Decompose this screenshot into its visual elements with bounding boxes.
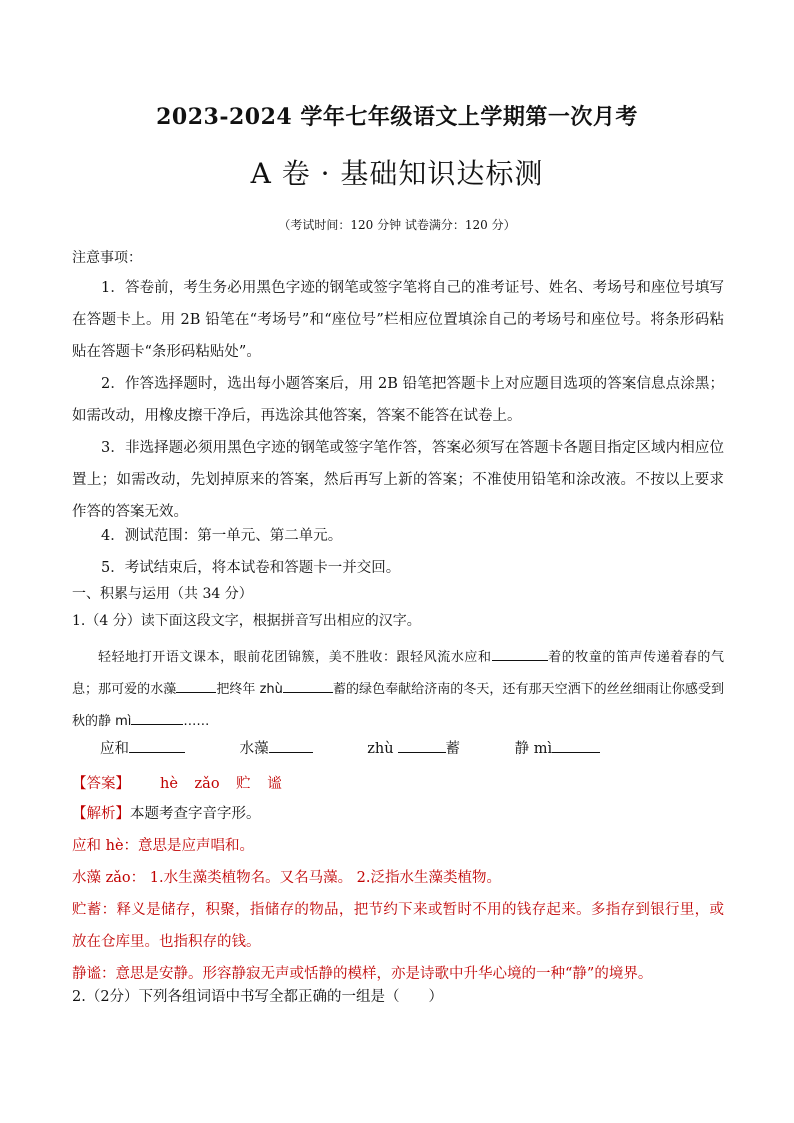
exam-subtitle: A 卷 · 基础知识达标测 [250, 157, 544, 190]
fill-item-4 [515, 737, 601, 758]
passage-part-1: 轻轻地打开语文课本，眼前花团锦簇，美不胜收：跟轻风流水应和 [98, 650, 492, 665]
fill-blank-4 [552, 738, 600, 753]
question-1-passage [72, 642, 724, 738]
exam-title: 2023-2024 学年七年级语文上学期第一次月考 [156, 104, 638, 130]
notice-item-5: 5．考试结束后，将本试卷和答题卡一并交回。 [101, 560, 401, 576]
note-1 [72, 830, 724, 862]
note-2-text: 1.水生藻类植物名。又名马藻。 2.泛指水生藻类植物。 [145, 870, 502, 886]
fill-item-3 [367, 737, 460, 758]
fill-label-2: 水藻 [239, 741, 269, 757]
blank-4 [131, 710, 183, 725]
question-2-stem: 2.（2分）下列各组词语中书写全都正确的一组是（ ） [72, 989, 444, 1005]
note-3 [72, 894, 724, 958]
note-4-term: 静谧： [72, 966, 116, 982]
blank-1 [492, 646, 548, 661]
blank-2 [176, 678, 216, 693]
fill-label-4: 蓄 [445, 741, 461, 757]
fill-blank-1 [129, 738, 185, 753]
fill-row [100, 737, 700, 758]
notice-item-1: 1．答卷前，考生务必用黑色字迹的钢笔或签字笔将自己的准考证号、姓名、考场号和座位号填写在答题卡上。用 2B 铅笔在“考场号”和“座位号”栏相应位置填涂自己的考场号和座位号。将条形码粘贴在答题卡“条形码粘贴处”。 [72, 280, 724, 360]
fill-blank-3 [398, 738, 446, 753]
note-2-term: 水藻 zǎo： [72, 870, 146, 886]
passage-part-5: …… [183, 714, 210, 729]
fill-item-2 [240, 737, 313, 758]
answer-values [160, 772, 282, 793]
note-3-text: 释义是储存，积聚，指储存的物品，把节约下来或暂时不用的钱存起来。多指存到银行里，或放在仓库里。也指积存的钱。 [72, 902, 725, 950]
notice-item-4: 4．测试范围：第一单元、第二单元。 [101, 528, 343, 544]
answer-1: hè [160, 776, 178, 792]
section-heading: 一、积累与运用（共 34 分） [72, 586, 253, 602]
fill-label-3: zhù [367, 741, 394, 757]
notice-item-2: 2．作答选择题时，选出每小题答案后，用 2B 铅笔把答题卡上对应题目选项的答案信息点涂黑；如需改动，用橡皮擦干净后，再选涂其他答案，答案不能答在试卷上。 [72, 376, 724, 424]
note-1-text: 意思是应声唱和。 [138, 838, 255, 854]
passage-part-3: 把终年 zhù [216, 682, 283, 697]
question-1-stem: 1.（4 分）读下面这段文字，根据拼音写出相应的汉字。 [72, 613, 421, 629]
explain-label: 【解析】 [72, 806, 130, 822]
passage-part-4: 蓄的绿色奉献给济南的冬天，还有那天空洒下的丝丝细雨让你感受到秋的静 mì [72, 682, 724, 729]
exam-info: （考试时间：120 分钟 试卷满分：120 分） [278, 218, 516, 232]
fill-blank-2 [269, 738, 313, 753]
note-3-term: 贮蓄： [72, 902, 117, 918]
note-2 [72, 862, 724, 894]
passage-part-2: 着的牧童的笛声传递着春的气息；那可爱的水藻 [72, 650, 724, 697]
answer-3: 贮 [236, 776, 251, 792]
answer-label: 【答案】 [72, 776, 130, 792]
fill-label-1: 应和 [100, 741, 129, 757]
explain-line [72, 798, 724, 830]
fill-label-5: 静 mì [514, 741, 553, 757]
answer-2: zǎo [194, 776, 220, 792]
notice-item-3: 3．非选择题必须用黑色字迹的钢笔或签字笔作答，答案必须写在答题卡各题目指定区域内相应位置上；如需改动，先划掉原来的答案，然后再写上新的答案；不准使用铅笔和涂改液。不按以上要求作答的答案无效。 [72, 440, 724, 520]
note-4-text: 意思是安静。形容静寂无声或恬静的模样，亦是诗歌中升华心境的一种“静”的境界。 [115, 966, 653, 982]
fill-item-1 [100, 737, 185, 758]
note-1-term: 应和 hè： [72, 838, 139, 854]
blank-3 [283, 678, 333, 693]
answer-4: 谧 [267, 776, 282, 792]
notice-heading: 注意事项： [72, 250, 142, 266]
explain-text: 本题考查字音字形。 [130, 806, 261, 822]
